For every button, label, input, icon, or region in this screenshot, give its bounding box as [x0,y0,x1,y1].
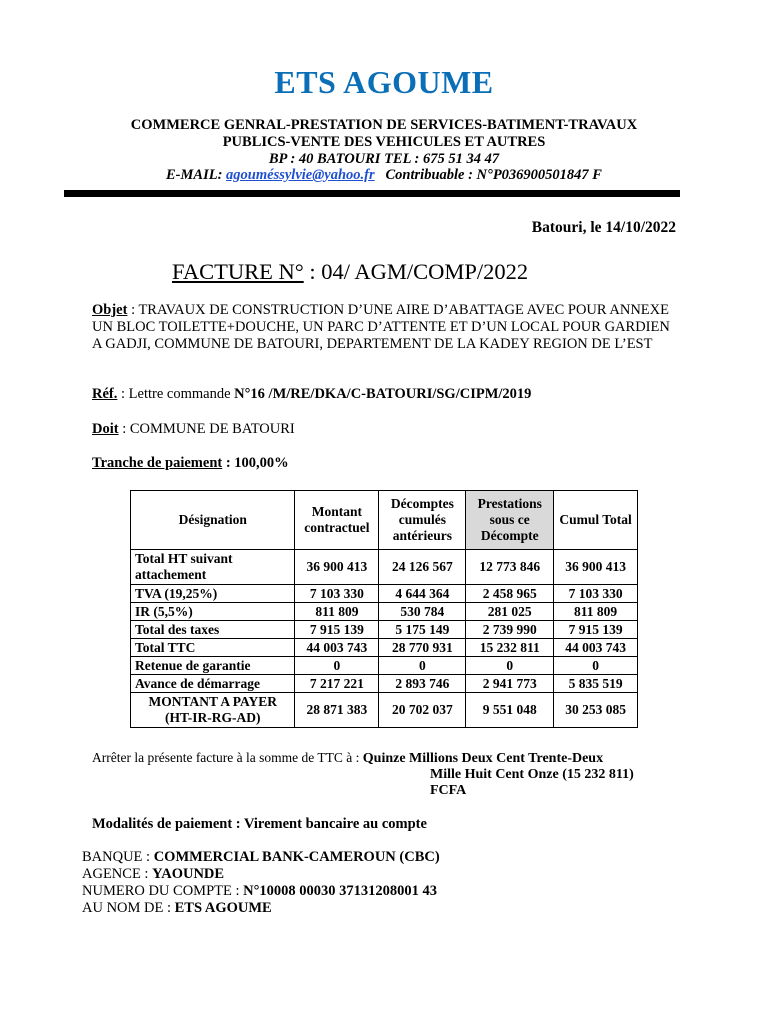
col-header-montant: Montant contractuel [295,491,379,550]
objet-section [92,302,672,353]
cell-value: 12 773 846 [466,550,554,585]
objet-text: : TRAVAUX DE CONSTRUCTION D’UNE AIRE D’ABATTAGE AVEC POUR ANNEXE UN BLOC TOILETTE+DOUCHE, UN PARC D’ATTENTE ET D’UN LOCAL POUR GARDIEN A GADJI, COMMUNE DE BATOURI, DEPARTEMENT DE LA KADEY REGION DE L’EST [92,302,670,352]
col-header-decomptes: Décomptes cumulés antérieurs [379,491,466,550]
arrete-line [92,750,603,767]
cell-value: 811 809 [554,603,638,621]
agency-line [82,866,224,883]
cell-value: 7 915 139 [295,621,379,639]
row-label: Retenue de garantie [131,657,295,675]
account-line [82,883,437,900]
holder-line [82,900,272,917]
row-label: Total TTC [131,639,295,657]
cell-value: 44 003 743 [554,639,638,657]
company-name: ETS AGOUME [274,64,494,100]
invoice-table [130,490,638,728]
invoice-date: Batouri, le 14/10/2022 [531,219,676,236]
tranche-value: : 100,00% [222,455,289,471]
cell-value: 24 126 567 [379,550,466,585]
email-link[interactable]: agouméssylvie@yahoo.fr [226,167,375,183]
doit-value: : COMMUNE DE BATOURI [118,421,295,437]
row-label: Total des taxes [131,621,295,639]
cell-value: 36 900 413 [554,550,638,585]
cell-value: 0 [466,657,554,675]
cell-value: 530 784 [379,603,466,621]
amount-words-1: Quinze Millions Deux Cent Trente-Deux [362,751,604,766]
payment-terms: Modalités de paiement : Virement bancaire au compte [92,816,427,832]
cell-value: 28 770 931 [379,639,466,657]
cell-value: 5 175 149 [379,621,466,639]
row-label: Avance de démarrage [131,675,295,693]
table-row [131,657,638,675]
ref-label: Réf. [92,386,118,402]
bank-label: BANQUE : [82,849,154,865]
cell-value: 0 [554,657,638,675]
account-label: NUMERO DU COMPTE : [82,883,244,899]
cell-value: 2 739 990 [466,621,554,639]
holder-name: ETS AGOUME [174,900,272,916]
ref-section [92,386,672,403]
col-header-cumul: Cumul Total [554,491,638,550]
tranche-label: Tranche de paiement [92,455,223,471]
table-row [131,675,638,693]
cell-value: 811 809 [295,603,379,621]
col-header-designation: Désignation [131,491,295,550]
cell-value: 7 217 221 [295,675,379,693]
cell-value: 7 103 330 [554,585,638,603]
company-activity-line1: COMMERCE GENRAL-PRESTATION DE SERVICES-BATIMENT-TRAVAUX [130,117,638,133]
cell-value: 281 025 [466,603,554,621]
table-row [131,585,638,603]
col-header-prestations: Prestations sous ce Décompte [466,491,554,550]
ref-prefix: : Lettre commande [117,386,235,402]
company-contact: BP : 40 BATOURI TEL : 675 51 34 47 [268,151,500,167]
cell-value: 2 458 965 [466,585,554,603]
table-row [131,550,638,585]
cell-value: 44 003 743 [295,639,379,657]
cell-value: 20 702 037 [379,693,466,728]
row-label: IR (5,5%) [131,603,295,621]
email-label: E-MAIL: [166,167,223,183]
row-label: Total HT suivant attachement [131,550,295,585]
row-label: TVA (19,25%) [131,585,295,603]
invoice-title [172,259,528,285]
contribuable: Contribuable : N°P036900501847 F [385,167,602,183]
cell-value: 2 941 773 [466,675,554,693]
arrete-prefix: Arrêter la présente facture à la somme de TTC à : [92,750,363,765]
table-row [131,603,638,621]
cell-value: 2 893 746 [379,675,466,693]
invoice-number: : 04/ AGM/COMP/2022 [303,259,529,284]
bank-line [82,849,440,866]
tranche-section [92,455,672,472]
cell-value: 36 900 413 [295,550,379,585]
amount-words-2: Mille Huit Cent Onze (15 232 811) [430,767,634,782]
cell-value: 30 253 085 [554,693,638,728]
table-row [131,621,638,639]
agency-name: YAOUNDE [152,866,225,882]
cell-value: 7 915 139 [554,621,638,639]
account-number: N°10008 00030 37131208001 43 [243,883,438,899]
table-row [131,639,638,657]
doit-label: Doit [92,421,119,437]
amount-words-3: FCFA [430,783,467,798]
ref-value: N°16 /M/RE/DKA/C-BATOURI/SG/CIPM/2019 [234,386,532,402]
cell-value: 15 232 811 [466,639,554,657]
bank-name: COMMERCIAL BANK-CAMEROUN (CBC) [153,849,440,865]
row-label: MONTANT A PAYER (HT-IR-RG-AD) [131,693,295,728]
invoice-title-label: FACTURE N° [172,259,304,284]
cell-value: 4 644 364 [379,585,466,603]
header-divider [64,190,680,197]
cell-value: 0 [379,657,466,675]
holder-label: AU NOM DE : [82,900,175,916]
cell-value: 0 [295,657,379,675]
company-email-line [0,166,768,184]
cell-value: 28 871 383 [295,693,379,728]
table-header-row [131,491,638,550]
objet-label: Objet [92,302,128,318]
cell-value: 9 551 048 [466,693,554,728]
cell-value: 5 835 519 [554,675,638,693]
agency-label: AGENCE : [82,866,153,882]
cell-value: 7 103 330 [295,585,379,603]
company-activity-line2: PUBLICS-VENTE DES VEHICULES ET AUTRES [222,134,546,150]
table-row [131,693,638,728]
doit-section [92,421,672,438]
